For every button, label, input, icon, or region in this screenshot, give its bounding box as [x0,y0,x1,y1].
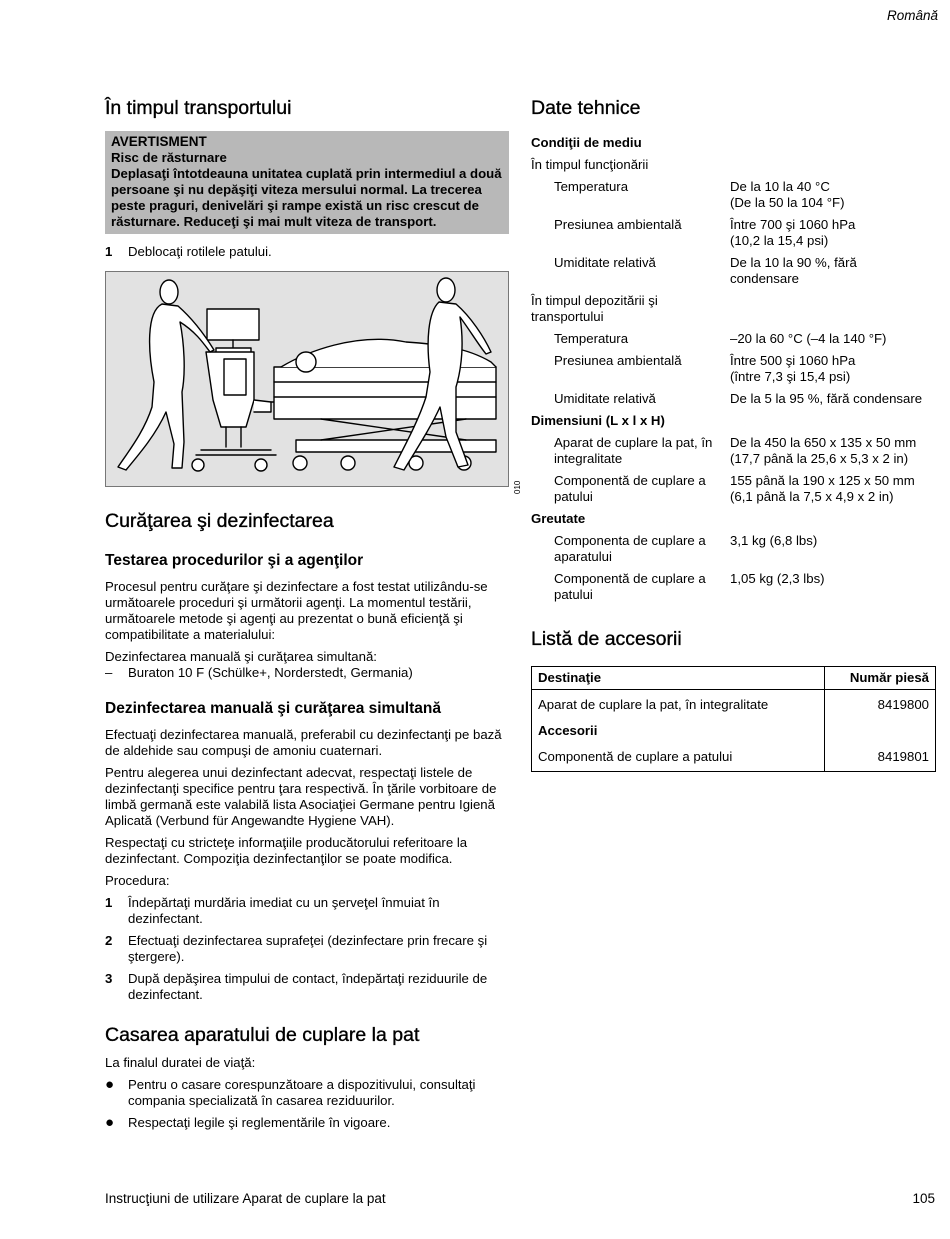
row-value-line-1: 3,1 kg (6,8 lbs) [730,533,818,548]
storage-row-pressure [531,353,936,385]
warning-subtitle: Risc de răsturnare [111,150,227,165]
row-value [730,353,936,385]
operation-row-humidity [531,255,936,287]
storage-row-humidity [531,391,936,407]
page-number: 105 [912,1191,935,1206]
transport-illustration-drawing [106,272,508,486]
table-row [532,742,936,772]
disposal-item-2 [105,1115,509,1131]
row-value-line-1: 1,05 kg (2,3 lbs) [730,571,825,586]
warning-text: Deplasaţi întotdeauna unitatea cuplată prin intermediul a două persoane şi nu depăşiţi viteza mersului normal. La trecerea peste praguri, denivelări şi rampe există un risc crescut de răsturnare. Reduceţi şi mai mult viteza de transport. [111,166,502,229]
manual-step-1 [105,895,509,927]
row-value-line-1: De la 5 la 95 %, fără condensare [730,391,923,406]
transport-step-1 [105,244,509,260]
disposal-title: Casarea aparatului de cuplare la pat [105,1024,420,1046]
row-key: Temperatura [554,179,629,194]
step-number: 1 [105,244,113,259]
manual-step-3 [105,971,509,1003]
row-value [730,331,936,347]
row-part: 8419800 [824,690,935,717]
row-value [730,571,936,603]
footer-title: Instrucţiuni de utilizare Aparat de cuplare la pat [105,1191,386,1206]
right-column [531,96,936,772]
manual-paragraph-1: Efectuaţi dezinfectarea manuală, preferabil cu dezinfectanţi pe bază de aldehide sau compuşi de amoniu cuaternari. [105,727,502,758]
row-value-line-1: Între 500 şi 1060 hPa [730,353,856,368]
transport-illustration [105,271,509,487]
testing-paragraph-2: Dezinfectarea manuală şi curăţarea simultană: [105,649,377,664]
dim-title: Dimensiuni (L x l x H) [531,413,665,428]
operation-row-temperature [531,179,936,211]
transport-title: În timpul transportului [105,97,292,119]
row-key: Componenta de cuplare a aparatului [554,533,706,564]
row-value-line-2: (10,2 la 15,4 psi) [730,233,829,248]
row-value-line-1: De la 10 la 90 %, fără [730,255,857,270]
row-key: Umiditate relativă [554,391,656,406]
manual-step-2 [105,933,509,965]
row-key: Temperatura [554,331,629,346]
row-key: Componentă de cuplare a patului [554,571,706,602]
step-number: 1 [105,895,113,910]
row-value [730,391,936,407]
warning-box [105,131,509,234]
step-text: Deblocaţi rotilele patului. [128,244,272,259]
step-text: După depăşirea timpului de contact, îndepărtaţi reziduurile de dezinfectant. [128,971,488,1002]
row-value [730,255,936,287]
step-number: 2 [105,933,113,948]
figure-id: 010 [513,480,522,494]
col-dest-header: Destinaţie [532,667,825,690]
row-name: Accesorii [538,723,598,738]
step-number: 3 [105,971,113,986]
language-label: Română [886,8,938,23]
disposal-item-text: Pentru o casare corespunzătoare a dispozitivului, consultaţi compania specializată în casarea reziduurilor. [128,1077,476,1108]
col-part-header: Număr piesă [824,667,935,690]
row-key: Presiunea ambientală [554,217,682,232]
row-value-line-2: condensare [730,271,799,286]
row-value-line-2: (între 7,3 şi 15,4 psi) [730,369,851,384]
operation-title: În timpul funcţionării [531,157,649,172]
row-value [730,179,936,211]
row-value-line-2: (17,7 până la 25,6 x 5,3 x 2 in) [730,451,909,466]
table-row [532,690,936,717]
testing-title: Testarea procedurilor şi a agenţilor [105,552,364,569]
row-part: 8419801 [824,742,935,772]
dim-row-bed [531,473,936,505]
disposal-intro: La finalul duratei de viaţă: [105,1055,256,1070]
row-value-line-1: –20 la 60 °C (–4 la 140 °F) [730,331,887,346]
storage-row-temperature [531,331,936,347]
warning-title: AVERTISMENT [111,134,207,149]
tech-title: Date tehnice [531,97,641,119]
testing-item-text: Buraton 10 F (Schülke+, Norderstedt, Germania) [128,665,413,680]
row-key: Componentă de cuplare a patului [554,473,706,504]
table-row [532,716,936,742]
manual-paragraph-3: Respectaţi cu stricteţe informaţiile producătorului referitoare la dezinfectant. Compoziţia dezinfectanţilor se poate modifica. [105,835,468,866]
row-key: Presiunea ambientală [554,353,682,368]
cleaning-title: Curăţarea şi dezinfectarea [105,510,334,532]
step-text: Efectuaţi dezinfectarea suprafeţei (dezinfectare prin frecare şi ştergere). [128,933,488,964]
accessories-table [531,666,936,772]
dash-marker: – [105,665,113,680]
dim-row-full [531,435,936,467]
row-name: Componentă de cuplare a patului [538,749,733,764]
weight-row-device [531,533,936,565]
row-part [824,716,935,742]
table-header-row [532,667,936,690]
row-key: Umiditate relativă [554,255,656,270]
row-value-line-2: (6,1 până la 7,5 x 4,9 x 2 in) [730,489,894,504]
env-title: Condiţii de mediu [531,135,642,150]
row-value-line-1: De la 450 la 650 x 135 x 50 mm [730,435,917,450]
accessories-title: Listă de accesorii [531,628,682,650]
weight-row-bed [531,571,936,603]
row-key: Aparat de cuplare la pat, în integralitate [554,435,713,466]
manual-title: Dezinfectarea manuală şi curăţarea simultană [105,700,441,717]
row-value [730,533,936,565]
row-value-line-1: 155 până la 190 x 125 x 50 mm [730,473,915,488]
disposal-item-1 [105,1077,509,1109]
row-value [730,473,936,505]
row-value-line-2: (De la 50 la 104 °F) [730,195,845,210]
left-column [105,96,509,1131]
row-value-line-1: Între 700 şi 1060 hPa [730,217,856,232]
bullet-marker: ● [105,1114,115,1131]
storage-title: În timpul depozitării şi transportului [531,293,658,324]
row-value [730,435,936,467]
testing-paragraph-1: Procesul pentru curăţare şi dezinfectare a fost testat utilizându-se următoarele proceduri şi următorii agenţi. La momentul testării, următoarele metode şi agenţi au prezentat o bună eficienţă şi compatibilitate a materialului: [105,579,488,642]
step-text: Îndepărtaţi murdăria imediat cu un şerveţel înmuiat în dezinfectant. [128,895,440,926]
weight-title: Greutate [531,511,586,526]
row-value [730,217,936,249]
row-value-line-1: De la 10 la 40 °C [730,179,830,194]
testing-list-item [105,665,509,681]
disposal-item-text: Respectaţi legile şi reglementările în vigoare. [128,1115,391,1130]
manual-paragraph-4: Procedura: [105,873,170,888]
bullet-marker: ● [105,1076,115,1093]
row-name: Aparat de cuplare la pat, în integralitate [538,697,769,712]
operation-row-pressure [531,217,936,249]
manual-paragraph-2: Pentru alegerea unui dezinfectant adecvat, respectaţi listele de dezinfectanţi specifice pentru ţara respectivă. În ţările vorbitoare de limbă germană este valabilă lista Asociaţiei Germane pentru Igienă Aplicată (Verbund für Angewandte Hygiene VAH). [105,765,497,828]
